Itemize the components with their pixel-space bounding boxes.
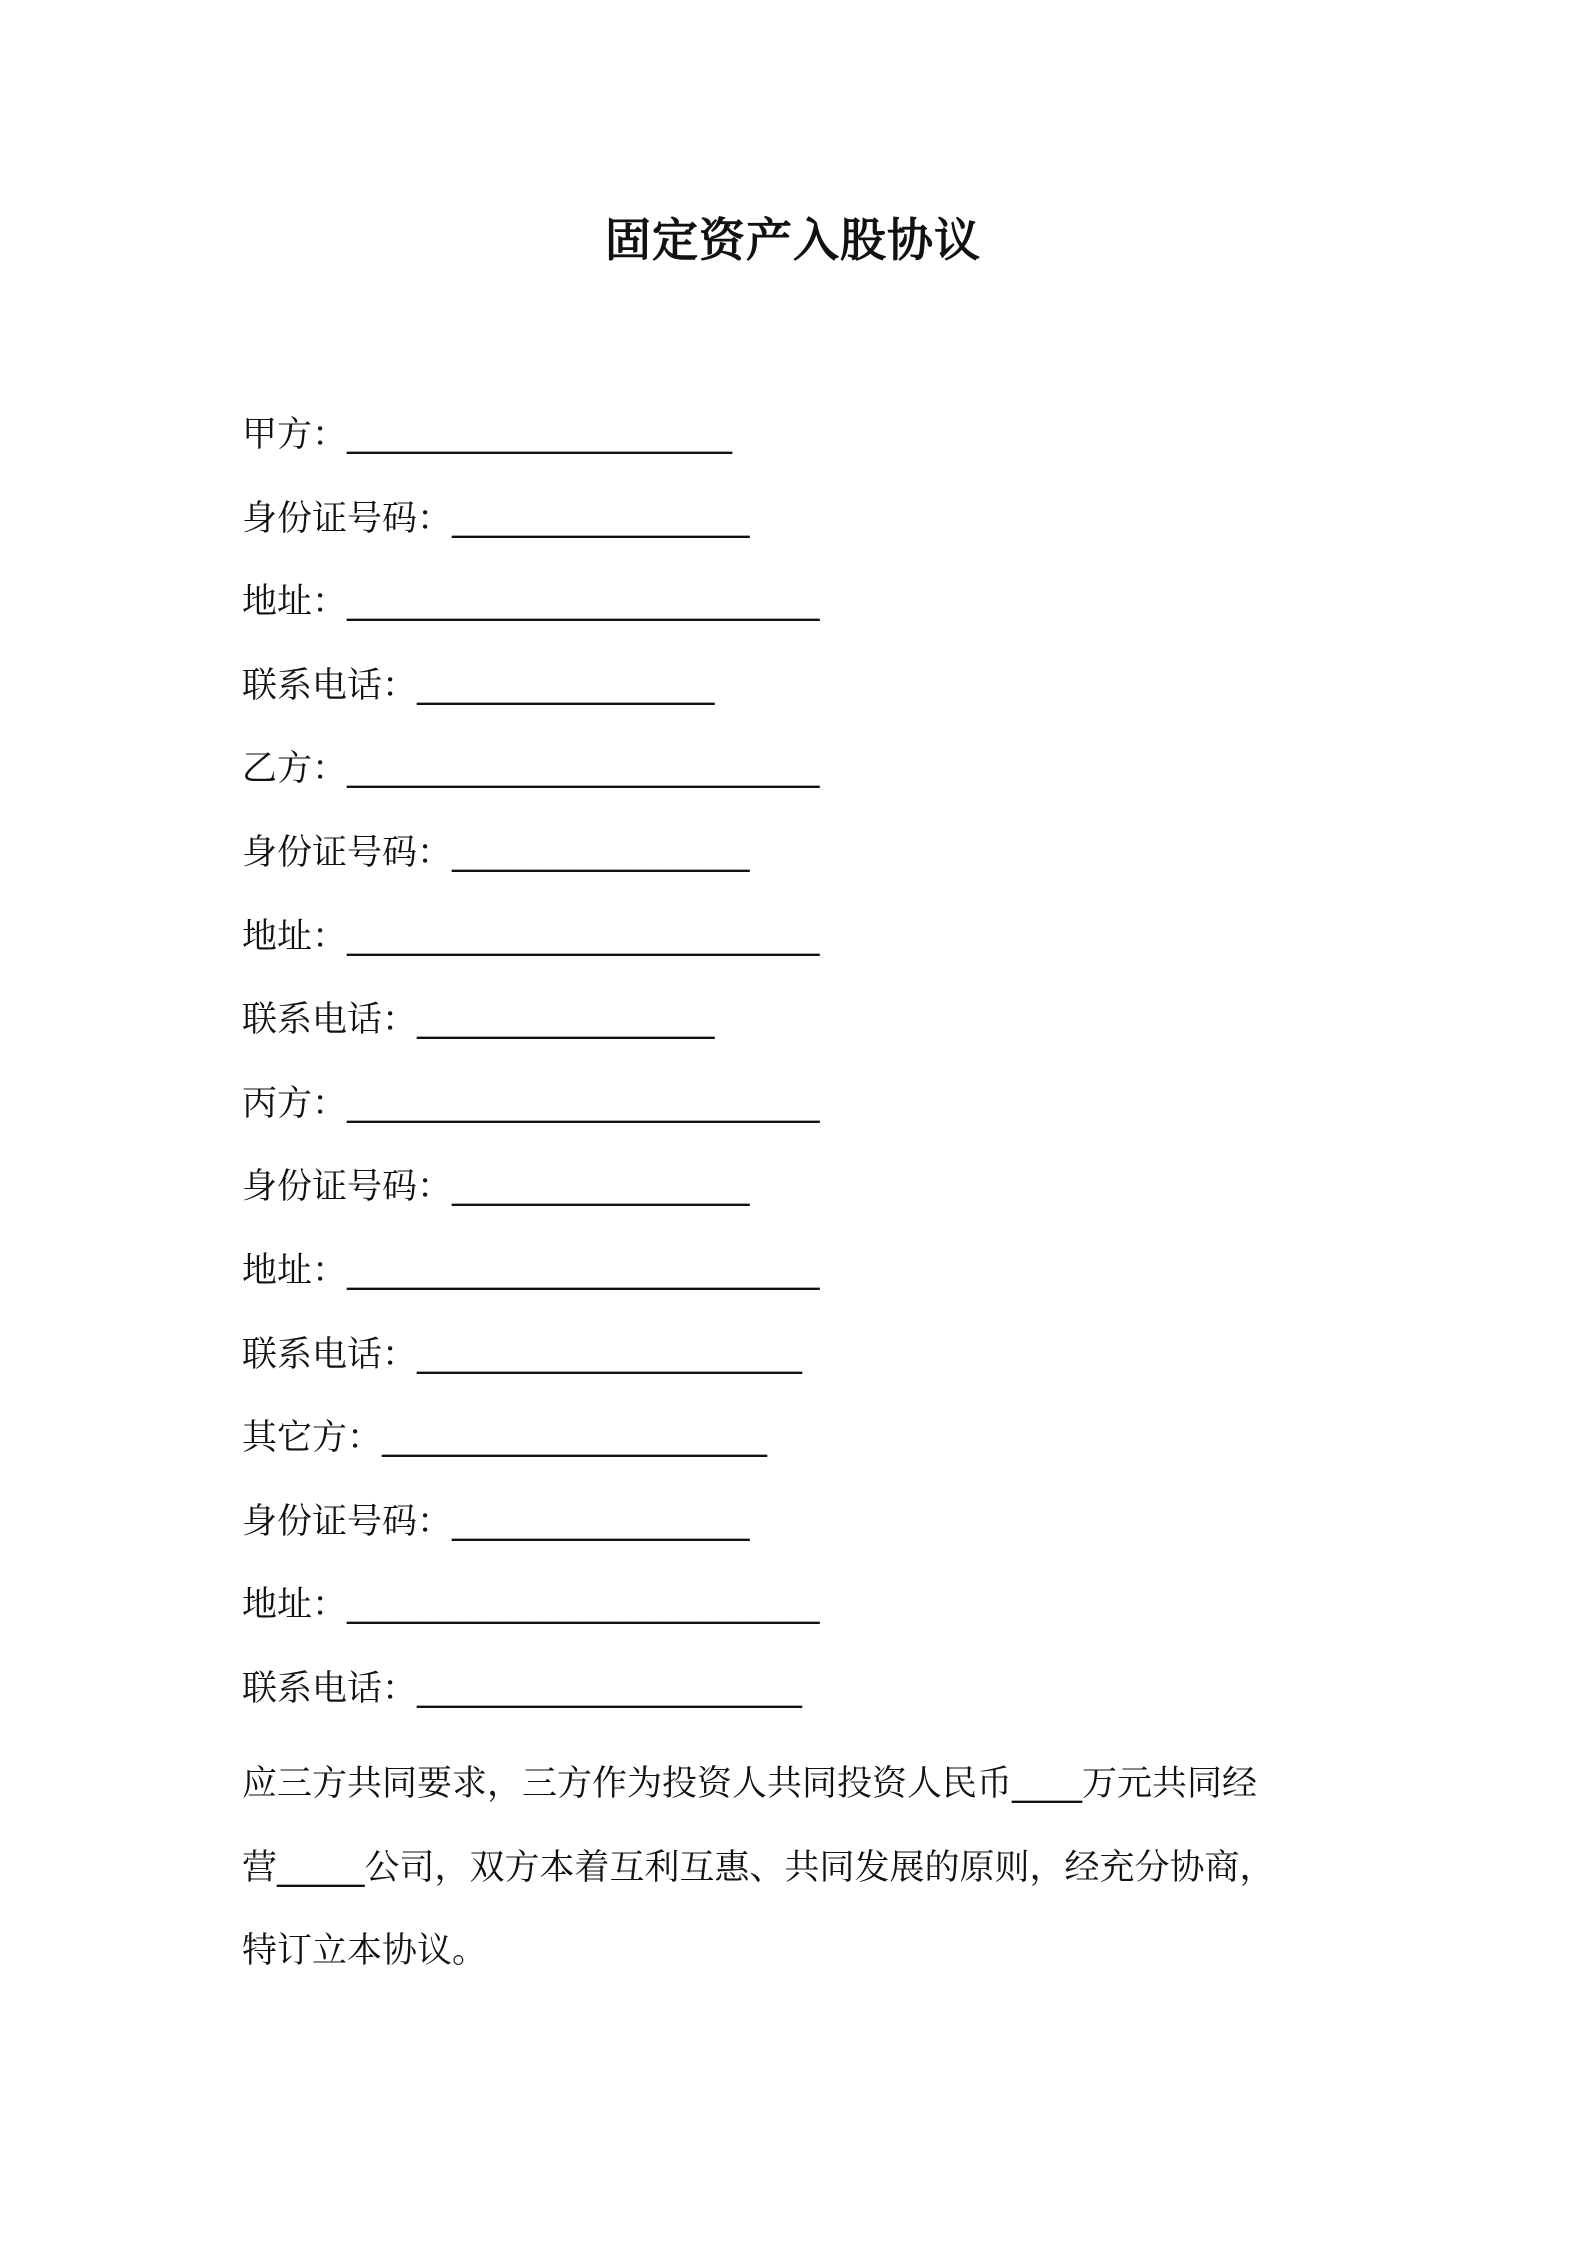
intro-line: 应三方共同要求，三方作为投资人共同投资人民币____万元共同经 — [242, 1764, 1258, 1804]
party-a-phone-line: 联系电话：_________________ — [242, 665, 715, 706]
intro-line: 营_____公司，双方本着互利互惠、共同发展的原则，经充分协商， — [242, 1847, 1275, 1888]
party-c-address-line: 地址：___________________________ — [242, 1250, 820, 1291]
party-b-phone-line: 联系电话：_________________ — [242, 1000, 715, 1041]
intro-paragraph — [242, 1743, 1362, 1994]
party-c-phone-line: 联系电话：______________________ — [242, 1334, 803, 1375]
party-b-address-line: 地址：___________________________ — [242, 916, 820, 957]
party-a-id-line: 身份证号码：_________________ — [242, 498, 750, 539]
other-party-name-line: 其它方：______________________ — [242, 1418, 768, 1459]
other-party-id-line: 身份证号码：_________________ — [242, 1501, 750, 1542]
other-party-address-line: 地址：___________________________ — [242, 1585, 820, 1626]
party-a-address-line: 地址：___________________________ — [242, 582, 820, 623]
party-c-id-line: 身份证号码：_________________ — [242, 1167, 750, 1208]
document-title: 固定资产入股协议 — [605, 213, 981, 267]
party-info-list — [242, 405, 1362, 1743]
party-b-name-line: 乙方：___________________________ — [242, 749, 820, 790]
other-party-phone-line: 联系电话：______________________ — [242, 1668, 803, 1709]
party-c-name-line: 丙方：___________________________ — [242, 1083, 820, 1124]
intro-line: 特订立本协议。 — [242, 1931, 488, 1972]
party-b-id-line: 身份证号码：_________________ — [242, 832, 750, 873]
party-a-name-line: 甲方：______________________ — [242, 415, 733, 455]
